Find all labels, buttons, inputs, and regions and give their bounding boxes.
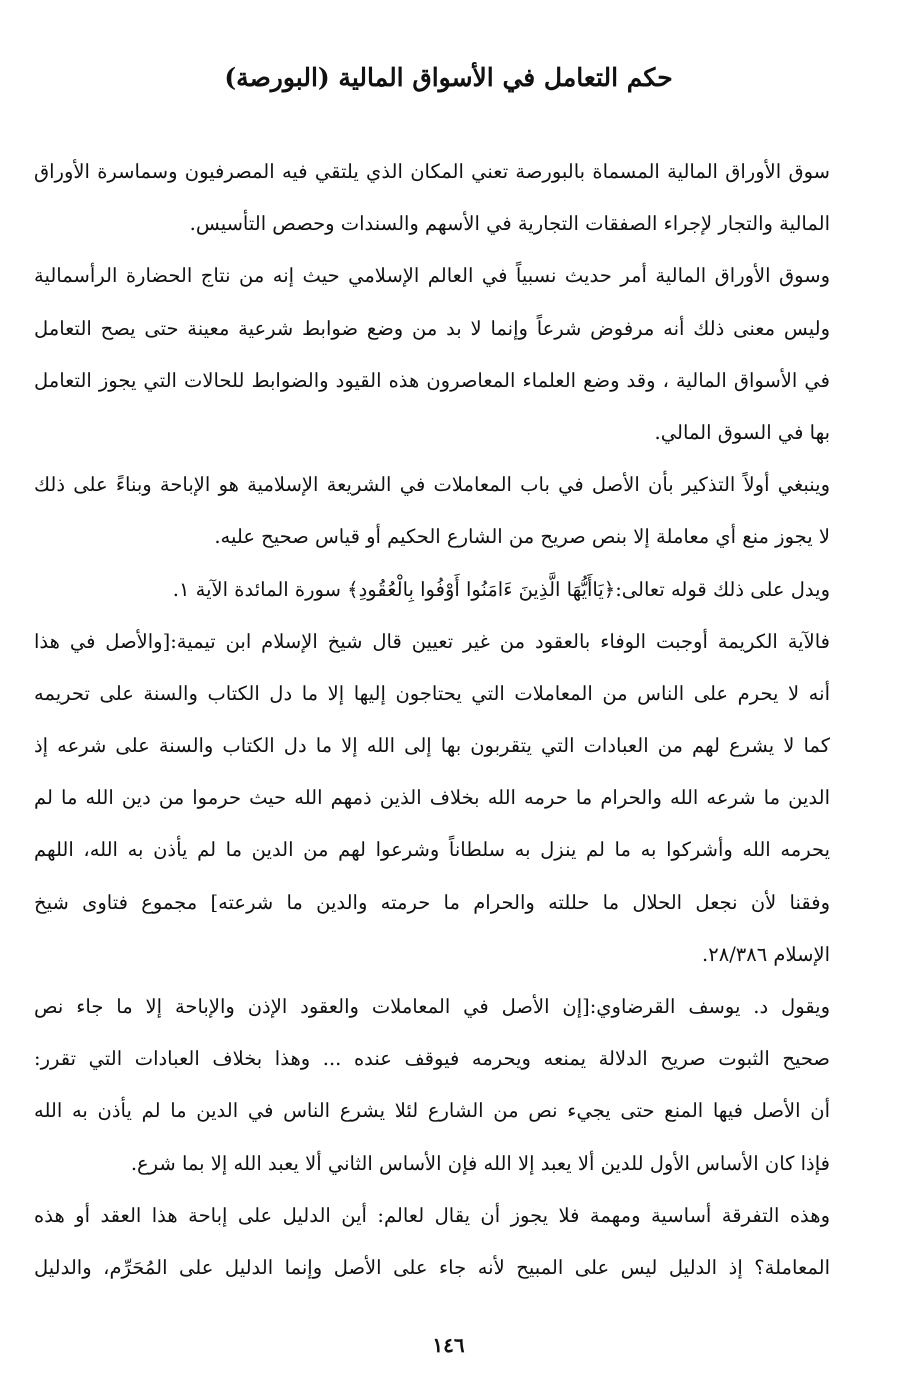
- text-line: كما لا يشرع لهم من العبادات التي يتقربون بها إلى الله إلا ما دل الكتاب والسنة على شرعه إذ: [34, 734, 830, 758]
- body-text: [34, 146, 830, 1294]
- text-line: الإسلام ٢٨/٣٨٦.: [702, 942, 830, 966]
- text-line: وينبغي أولاً التذكير بأن الأصل في باب المعاملات في الشريعة الإسلامية هو الإباحة وبناءً على ذلك: [34, 473, 830, 497]
- text-line: المعاملة؟ إذ الدليل ليس على المبيح لأنه جاء على الأصل وإنما الدليل على المُحَرِّم، والدليل: [34, 1255, 830, 1279]
- text-line: بها في السوق المالي.: [654, 420, 830, 444]
- text-line: وسوق الأوراق المالية أمر حديث نسبياً في العالم الإسلامي حيث إنه من نتاج الحضارة الرأسمالية: [34, 264, 830, 288]
- text-line: فالآية الكريمة أوجبت الوفاء بالعقود من غير تعيين قال شيخ الإسلام ابن تيمية:[والأصل في هذا: [34, 629, 830, 653]
- text-line: المالية والتجار لإجراء الصفقات التجارية في الأسهم والسندات وحصص التأسيس.: [189, 212, 830, 236]
- page-title: حكم التعامل في الأسواق المالية (البورصة): [224, 63, 673, 92]
- page-number: ١٤٦: [432, 1333, 465, 1357]
- text-line: الدين ما شرعه الله والحرام ما حرمه الله بخلاف الذين ذمهم الله حيث حرموا من دين الله ما لم: [34, 786, 830, 810]
- text-line: وفقنا لأن نجعل الحلال ما حللته والحرام ما حرمته والدين ما شرعته] مجموع فتاوى شيخ: [34, 890, 830, 914]
- text-line: أنه لا يحرم على الناس من المعاملات التي يحتاجون إليها إلا ما دل الكتاب والسنة على تحريمه: [34, 681, 830, 705]
- text-line: صحيح الثبوت صريح الدلالة يمنعه ويحرمه فيوقف عنده ... وهذا بخلاف العبادات التي تقرر:: [34, 1047, 830, 1071]
- text-line: ويدل على ذلك قوله تعالى:﴿يَاأَيُّهَا الَّذِينَ ءَامَنُوا أَوْفُوا بِالْعُقُودِ﴾ سورة المائدة الآية ١.: [172, 577, 830, 601]
- text-line: في الأسواق المالية ، وقد وضع العلماء المعاصرون هذه القيود والضوابط للحالات التي يجوز التعامل: [34, 368, 830, 392]
- text-line: لا يجوز منع أي معاملة إلا بنص صريح من الشارع الحكيم أو قياس صحيح عليه.: [214, 525, 830, 549]
- text-line: فإذا كان الأساس الأول للدين ألا يعبد إلا الله فإن الأساس الثاني ألا يعبد الله إلا بما شرع.: [130, 1151, 830, 1175]
- text-line: وليس معنى ذلك أنه مرفوض شرعاً وإنما لا بد من وضع ضوابط شرعية معينة حتى يصح التعامل: [34, 316, 830, 340]
- text-line: سوق الأوراق المالية المسماة بالبورصة تعني المكان الذي يلتقي فيه المصرفيون وسماسرة الأوراق: [34, 160, 830, 183]
- text-line: ويقول د. يوسف القرضاوي:[إن الأصل في المعاملات والعقود الإذن والإباحة إلا ما جاء نص: [34, 995, 830, 1018]
- text-line: أن الأصل فيها المنع حتى يجيء نص من الشارع لئلا يشرع الناس في الدين ما لم يأذن به الله: [34, 1099, 830, 1123]
- text-line: وهذه التفرقة أساسية ومهمة فلا يجوز أن يقال لعالم: أين الدليل على إباحة هذا العقد أو هذه: [34, 1203, 830, 1227]
- text-line: يحرمه الله وأشركوا به ما لم ينزل به سلطاناً وشرعوا لهم من الدين ما لم يأذن به الله، اللهم: [34, 838, 830, 862]
